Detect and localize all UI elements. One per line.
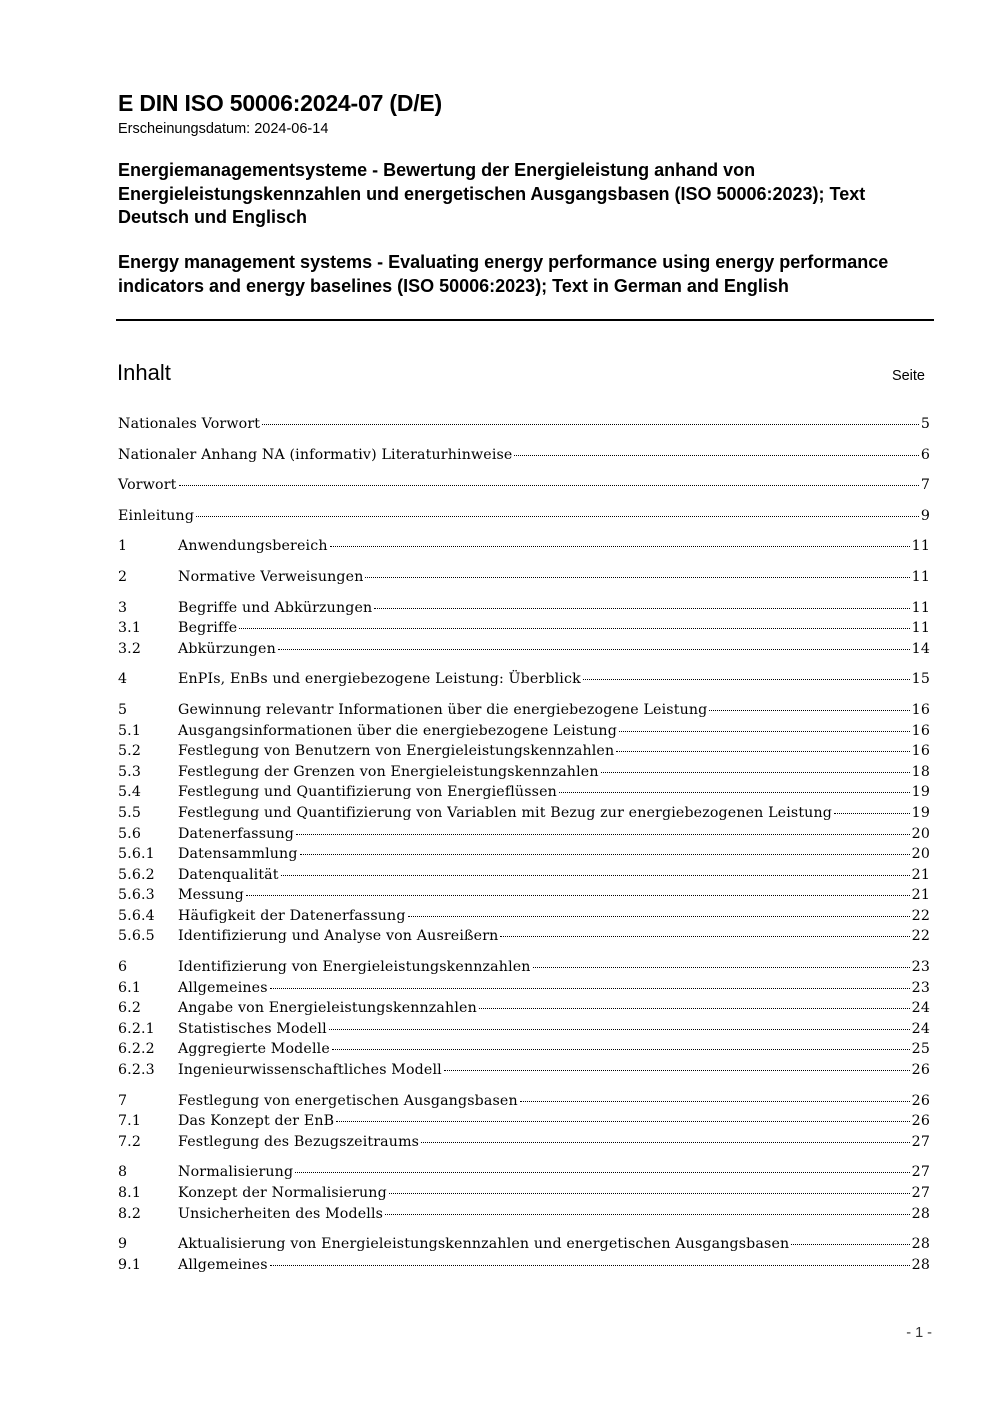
toc-dot-leader — [374, 608, 909, 609]
toc-entry-page: 26 — [911, 1092, 930, 1109]
toc-entry-number: 9.1 — [118, 1256, 142, 1273]
toc-entry-page: 22 — [911, 907, 930, 924]
toc-entry-number: 6.2 — [118, 1000, 142, 1017]
toc-dot-leader — [196, 516, 919, 517]
toc-entry-page: 9 — [920, 507, 930, 524]
toc-spacer — [118, 1154, 930, 1164]
toc-entry-number: 4 — [118, 671, 128, 688]
toc-entry-page: 24 — [911, 1000, 930, 1017]
toc-entry[interactable] — [118, 416, 930, 437]
toc-entry-number: 6.2.3 — [118, 1062, 155, 1079]
toc-entry-title: Das Konzept der EnB — [178, 1113, 335, 1130]
toc-entry-title: EnPIs, EnBs und energiebezogene Leistung: Überblick — [178, 671, 581, 688]
toc-entry[interactable] — [118, 1164, 930, 1185]
toc-entry-page: 20 — [911, 846, 930, 863]
toc-heading: Inhalt — [117, 360, 171, 385]
toc-entry[interactable] — [118, 1257, 930, 1278]
toc-dot-leader — [791, 1244, 909, 1245]
toc-dot-leader — [533, 967, 910, 968]
toc-entry[interactable] — [118, 702, 930, 723]
toc-entry-title: Festlegung und Quantifizierung von Energieflüssen — [178, 784, 557, 801]
toc-entry[interactable] — [118, 477, 930, 498]
toc-entry-number: 2 — [118, 568, 128, 585]
toc-dot-leader — [300, 854, 910, 855]
toc-entry-title: Normative Verweisungen — [178, 568, 364, 585]
toc-entry-number: 5.5 — [118, 804, 142, 821]
toc-dot-leader — [179, 485, 919, 486]
toc-entry-page: 25 — [911, 1041, 930, 1058]
toc-entry[interactable] — [118, 959, 930, 980]
toc-entry-title: Konzept der Normalisierung — [178, 1185, 387, 1201]
toc-entry-page: 11 — [911, 620, 930, 637]
toc-entry-page: 28 — [911, 1205, 930, 1222]
toc-entry-number: 5.1 — [118, 722, 142, 739]
toc-entry-number: 3.2 — [118, 640, 142, 657]
toc-dot-leader — [336, 1121, 909, 1122]
toc-dot-leader — [520, 1101, 910, 1102]
toc-dot-leader — [262, 424, 919, 425]
toc-entry-number: 9 — [118, 1236, 128, 1253]
toc-entry-title: Häufigkeit der Datenerfassung — [178, 907, 406, 924]
toc-entry[interactable] — [118, 980, 930, 1001]
toc-dot-leader — [281, 875, 910, 876]
toc-entry[interactable] — [118, 867, 930, 888]
toc-entry-page: 26 — [911, 1062, 930, 1079]
toc-entry-number: 1 — [118, 538, 128, 555]
toc-entry-title: Nationaler Anhang NA (informativ) Literaturhinweise — [118, 446, 513, 463]
document-id: E DIN ISO 50006:2024-07 (D/E) — [118, 90, 443, 116]
toc-dot-leader — [709, 710, 909, 711]
toc-dot-leader — [365, 577, 909, 578]
publication-date: Erscheinungsdatum: 2024-06-14 — [118, 121, 329, 137]
toc-entry-number: 5.6.5 — [118, 928, 155, 945]
toc-entry[interactable] — [118, 600, 930, 621]
toc-entry-title: Anwendungsbereich — [178, 538, 328, 555]
toc-entry[interactable] — [118, 764, 930, 785]
table-of-contents — [118, 416, 930, 1277]
toc-dot-leader — [583, 679, 910, 680]
toc-entry-title: Festlegung und Quantifizierung von Variablen mit Bezug zur energiebezogenen Leistung — [178, 804, 832, 821]
toc-entry-number: 8 — [118, 1164, 128, 1181]
toc-dot-leader — [479, 1008, 910, 1009]
toc-spacer — [118, 467, 930, 477]
toc-entry-title: Einleitung — [118, 507, 195, 524]
toc-entry-page: 14 — [911, 640, 930, 657]
toc-dot-leader — [239, 628, 909, 629]
toc-entry[interactable] — [118, 1062, 930, 1083]
toc-entry-number: 5.4 — [118, 784, 142, 801]
toc-entry-number: 5.6.1 — [118, 846, 155, 863]
toc-entry-title: Statistisches Modell — [178, 1020, 327, 1037]
toc-entry[interactable] — [118, 805, 930, 826]
toc-dot-leader — [278, 649, 910, 650]
toc-dot-leader — [619, 731, 910, 732]
toc-entry-title: Allgemeines — [178, 1256, 268, 1273]
toc-entry-page: 11 — [911, 568, 930, 585]
toc-entry-title: Ausgangsinformationen über die energiebezogene Leistung — [178, 722, 617, 739]
title-divider — [116, 319, 934, 321]
toc-entry[interactable] — [118, 641, 930, 662]
toc-spacer — [118, 590, 930, 600]
toc-entry[interactable] — [118, 1113, 930, 1134]
toc-dot-leader — [385, 1214, 910, 1215]
toc-entry[interactable] — [118, 784, 930, 805]
toc-entry-number: 5 — [118, 701, 128, 718]
title-english: Energy management systems - Evaluating energy performance using energy performance indicators and energy baselines (ISO 50006:2023); Text in German and English — [118, 252, 889, 296]
toc-entry-title: Festlegung von Benutzern von Energieleistungskennzahlen — [178, 743, 615, 760]
toc-entry-page: 24 — [911, 1020, 930, 1037]
toc-entry-page: 28 — [911, 1256, 930, 1273]
toc-entry-title: Begriffe und Abkürzungen — [178, 599, 373, 616]
toc-entry[interactable] — [118, 826, 930, 847]
toc-entry[interactable] — [118, 1093, 930, 1114]
toc-entry-page: 19 — [911, 784, 930, 801]
toc-entry[interactable] — [118, 846, 930, 867]
toc-entry-title: Festlegung der Grenzen von Energieleistungskennzahlen — [178, 763, 599, 780]
toc-dot-leader — [389, 1193, 910, 1194]
toc-spacer — [118, 661, 930, 671]
toc-spacer — [118, 949, 930, 959]
toc-entry-title: Begriffe — [178, 620, 238, 637]
toc-entry-number: 8.1 — [118, 1185, 142, 1201]
toc-entry[interactable] — [118, 569, 930, 590]
toc-entry-title: Ingenieurwissenschaftliches Modell — [178, 1062, 442, 1079]
toc-dot-leader — [514, 455, 918, 456]
toc-entry-title: Abkürzungen — [178, 640, 276, 657]
toc-entry[interactable] — [118, 1185, 930, 1206]
toc-entry-title: Angabe von Energieleistungskennzahlen — [178, 1000, 477, 1017]
toc-entry-title: Vorwort — [118, 477, 177, 494]
toc-dot-leader — [330, 546, 910, 547]
toc-entry-number: 7 — [118, 1092, 128, 1109]
toc-entry-page: 15 — [911, 671, 930, 688]
toc-dot-leader — [616, 751, 909, 752]
toc-dot-leader — [270, 1265, 910, 1266]
toc-spacer — [118, 692, 930, 702]
toc-entry-page: 5 — [920, 416, 930, 432]
toc-dot-leader — [408, 916, 910, 917]
toc-entry-number: 3.1 — [118, 620, 142, 637]
toc-entry-page: 21 — [911, 887, 930, 904]
toc-entry-title: Unsicherheiten des Modells — [178, 1205, 384, 1222]
toc-entry-title: Nationales Vorwort — [118, 416, 261, 432]
toc-dot-leader — [559, 792, 910, 793]
toc-entry-page: 11 — [911, 538, 930, 555]
toc-entry-title: Festlegung des Bezugszeitraums — [178, 1133, 420, 1150]
toc-entry-title: Allgemeines — [178, 979, 268, 996]
toc-entry-page: 16 — [911, 722, 930, 739]
toc-entry-number: 6 — [118, 959, 128, 976]
toc-entry-number: 5.6.2 — [118, 866, 155, 883]
toc-entry[interactable] — [118, 908, 930, 929]
toc-entry-number: 5.2 — [118, 743, 142, 760]
toc-dot-leader — [444, 1070, 910, 1071]
toc-entry[interactable] — [118, 538, 930, 559]
toc-entry-title: Aktualisierung von Energieleistungskennzahlen und energetischen Ausgangsbasen — [178, 1236, 790, 1253]
toc-entry-number: 5.6.4 — [118, 907, 155, 924]
toc-entry[interactable] — [118, 1021, 930, 1042]
toc-entry[interactable] — [118, 508, 930, 529]
toc-entry-page: 16 — [911, 701, 930, 718]
toc-entry-number: 8.2 — [118, 1205, 142, 1222]
toc-entry-title: Datenqualität — [178, 866, 279, 883]
toc-entry-title: Normalisierung — [178, 1164, 294, 1181]
toc-dot-leader — [296, 834, 910, 835]
toc-entry-number: 5.6 — [118, 825, 142, 842]
toc-entry[interactable] — [118, 447, 930, 468]
toc-entry-title: Messung — [178, 887, 244, 904]
toc-entry-page: 6 — [920, 446, 930, 463]
toc-entry[interactable] — [118, 743, 930, 764]
toc-entry-title: Gewinnung relevantr Informationen über die energiebezogene Leistung — [178, 701, 708, 718]
toc-entry-page: 27 — [911, 1133, 930, 1150]
toc-entry-title: Datenerfassung — [178, 825, 294, 842]
toc-entry-page: 18 — [911, 763, 930, 780]
toc-entry-page: 21 — [911, 866, 930, 883]
toc-entry[interactable] — [118, 1134, 930, 1155]
toc-dot-leader — [500, 936, 909, 937]
toc-dot-leader — [332, 1049, 910, 1050]
toc-entry-page: 23 — [911, 959, 930, 976]
toc-entry[interactable] — [118, 671, 930, 692]
toc-dot-leader — [834, 813, 910, 814]
toc-spacer — [118, 498, 930, 508]
toc-entry-page: 20 — [911, 825, 930, 842]
toc-dot-leader — [270, 988, 910, 989]
toc-dot-leader — [246, 895, 910, 896]
toc-page-column-label: Seite — [891, 368, 925, 384]
toc-entry-page: 11 — [911, 599, 930, 616]
toc-entry-number: 5.3 — [118, 763, 142, 780]
toc-entry-number: 6.2.2 — [118, 1041, 155, 1058]
toc-entry-page: 7 — [920, 477, 930, 494]
toc-entry[interactable] — [118, 723, 930, 744]
toc-entry[interactable] — [118, 1000, 930, 1021]
toc-entry-title: Aggregierte Modelle — [178, 1041, 330, 1058]
toc-entry[interactable] — [118, 1206, 930, 1227]
toc-dot-leader — [295, 1172, 909, 1173]
toc-entry[interactable] — [118, 1236, 930, 1257]
toc-entry-title: Datensammlung — [178, 846, 298, 863]
toc-entry-number: 3 — [118, 599, 128, 616]
toc-entry-title: Identifizierung von Energieleistungskennzahlen — [178, 959, 531, 976]
toc-spacer — [118, 559, 930, 569]
toc-spacer — [118, 1083, 930, 1093]
toc-dot-leader — [421, 1142, 910, 1143]
toc-entry-page: 23 — [911, 979, 930, 996]
toc-entry[interactable] — [118, 620, 930, 641]
toc-entry-page: 26 — [911, 1113, 930, 1130]
toc-spacer — [118, 437, 930, 447]
toc-dot-leader — [601, 772, 910, 773]
toc-entry-page: 27 — [911, 1185, 930, 1201]
toc-entry-number: 5.6.3 — [118, 887, 155, 904]
toc-spacer — [118, 528, 930, 538]
toc-entry-title: Festlegung von energetischen Ausgangsbasen — [178, 1092, 518, 1109]
toc-entry[interactable] — [118, 928, 930, 949]
toc-entry-number: 7.1 — [118, 1113, 142, 1130]
toc-entry-page: 19 — [911, 804, 930, 821]
toc-entry[interactable] — [118, 887, 930, 908]
toc-spacer — [118, 1226, 930, 1236]
toc-entry-number: 6.2.1 — [118, 1020, 155, 1037]
toc-entry[interactable] — [118, 1041, 930, 1062]
toc-entry-page: 16 — [911, 743, 930, 760]
toc-entry-page: 22 — [911, 928, 930, 945]
toc-entry-number: 6.1 — [118, 979, 142, 996]
toc-entry-number: 7.2 — [118, 1133, 142, 1150]
toc-dot-leader — [329, 1029, 910, 1030]
title-german: Energiemanagementsysteme - Bewertung der Energieleistung anhand von Energieleistungskennzahlen und energetischen Ausgangsbasen (ISO 50006:2023); Text Deutsch und Englisch — [118, 160, 866, 227]
toc-entry-title: Identifizierung und Analyse von Ausreißern — [178, 928, 499, 945]
page-number: - 1 - — [906, 1325, 932, 1341]
toc-entry-page: 28 — [911, 1236, 930, 1253]
toc-entry-page: 27 — [911, 1164, 930, 1181]
